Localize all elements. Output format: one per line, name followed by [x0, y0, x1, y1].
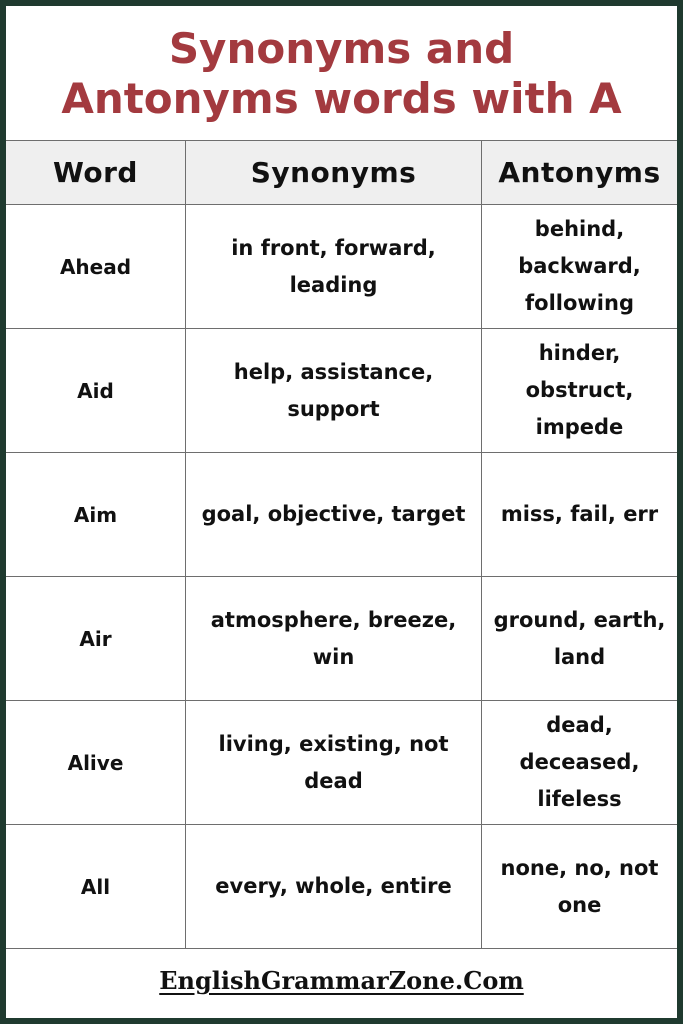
word-cell: Aid: [6, 329, 186, 452]
header-synonyms: Synonyms: [186, 141, 482, 204]
synonyms-cell: goal, objective, target: [186, 453, 482, 576]
page-title: [6, 24, 677, 124]
synonyms-cell: every, whole, entire: [186, 825, 482, 948]
table-row: [6, 701, 677, 825]
word-cell: All: [6, 825, 186, 948]
word-cell: Aim: [6, 453, 186, 576]
table-row: [6, 205, 677, 329]
table-header-row: [6, 141, 677, 205]
header-word: Word: [6, 141, 186, 204]
page-frame: [6, 6, 677, 1018]
table-row: [6, 329, 677, 453]
synonyms-antonyms-table: [6, 140, 677, 949]
antonyms-cell: miss, fail, err: [500, 502, 659, 526]
antonyms-cell: hinder, obstruct, impede: [525, 341, 634, 439]
antonyms-cell: behind, backward, following: [518, 217, 641, 315]
antonyms-cell: ground, earth, land: [493, 607, 666, 669]
site-footer: [6, 966, 677, 995]
synonyms-cell: living, existing, not dead: [186, 701, 482, 824]
synonyms-cell: atmosphere, breeze, win: [186, 577, 482, 700]
word-cell: Alive: [6, 701, 186, 824]
table-row: [6, 577, 677, 701]
header-antonyms: Antonyms: [498, 155, 661, 189]
title-line-2: Antonyms words with A: [61, 74, 622, 123]
word-cell: Air: [6, 577, 186, 700]
synonyms-cell: in front, forward, leading: [186, 205, 482, 328]
table-row: [6, 825, 677, 949]
site-link[interactable]: EnglishGrammarZone.Com: [159, 966, 524, 995]
antonyms-cell: none, no, not one: [500, 855, 659, 917]
synonyms-cell: help, assistance, support: [186, 329, 482, 452]
title-line-1: Synonyms and: [168, 24, 515, 73]
table-row: [6, 453, 677, 577]
antonyms-cell: dead, deceased, lifeless: [519, 713, 640, 811]
word-cell: Ahead: [6, 205, 186, 328]
